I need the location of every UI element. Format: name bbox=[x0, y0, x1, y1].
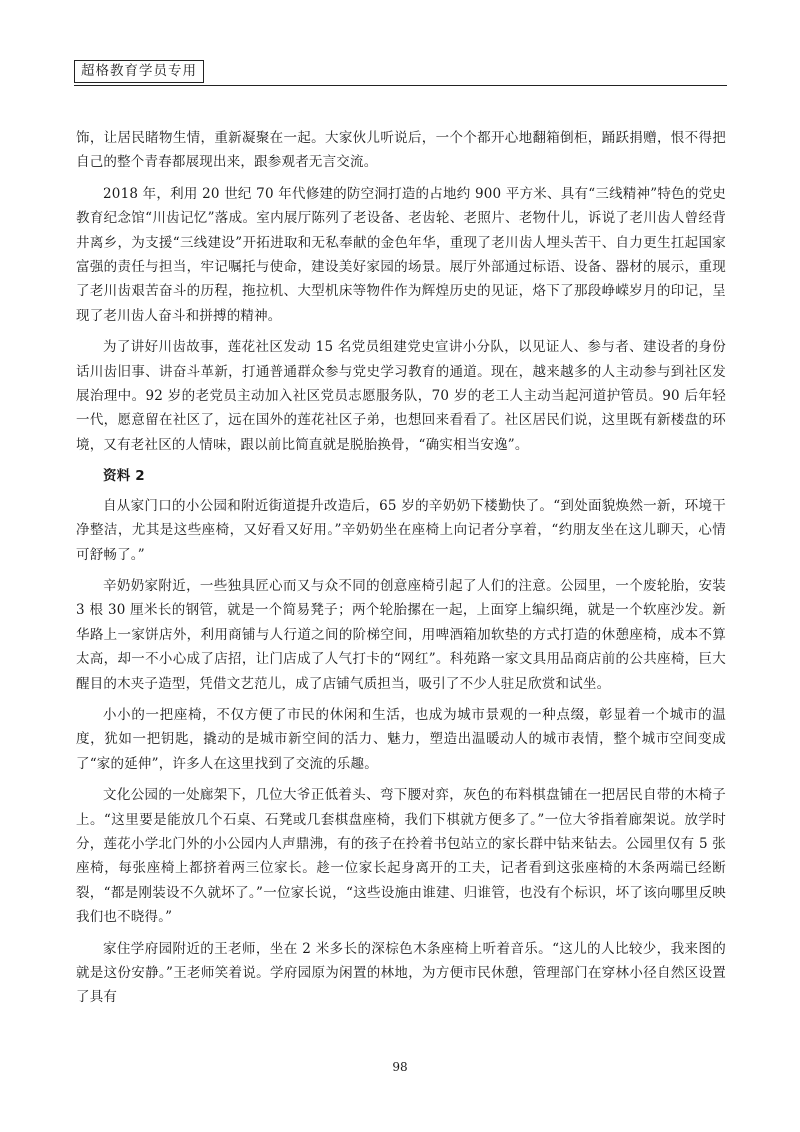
header-divider bbox=[74, 85, 727, 86]
paragraph: 饰，让居民睹物生情，重新凝聚在一起。大家伙儿听说后，一个个都开心地翻箱倒柜，踊跃捐赠，恨不得把自己的整个青春都展现出来，跟参观者无言交流。 bbox=[76, 130, 726, 171]
section-heading: 资料 2 bbox=[103, 468, 145, 485]
header-label: 超格教育学员专用 bbox=[74, 60, 204, 83]
body-text bbox=[76, 126, 726, 1017]
page-number: 98 bbox=[392, 1060, 408, 1074]
paragraph: 2018 年，利用 20 世纪 70 年代修建的防空洞打造的占地约 900 平方米、具有“三线精神”特色的党史教育纪念馆“川齿记忆”落成。室内展厅陈列了老设备、老齿轮、老照片、老物什儿，诉说了老川齿人曾经背井离乡，为支援“三线建设”开拓进取和无私奉献的金色年华，重现了老川齿人埋头苦干、自力更生扛起国家富强的责任与担当，牢记嘱托与使命，建设美好家园的场景。展厅外部通过标语、设备、器材的展示，重现了老川齿艰苦奋斗的历程，拖拉机、大型机床等物件作为辉煌历史的见证，烙下了那段峥嵘岁月的印记，呈现了老川齿人奋斗和拼搏的精神。 bbox=[76, 185, 726, 324]
paragraph: 小小的一把座椅，不仅方便了市民的休闲和生活，也成为城市景观的一种点缀，彰显着一个城市的温度，犹如一把钥匙，撬动的是城市新空间的活力、魅力，塑造出温暖动人的城市表情，整个城市空间变成了“家的延伸”，许多人在这里找到了交流的乐趣。 bbox=[76, 706, 726, 772]
paragraph: 家住学府园附近的王老师，坐在 2 米多长的深棕色木条座椅上听着音乐。“这儿的人比较少，我来图的就是这份安静。”王老师笑着说。学府园原为闲置的林地，为方便市民休憩，管理部门在穿林小径自然区设置了具有 bbox=[76, 940, 726, 1006]
paragraph: 辛奶奶家附近，一些独具匠心而又与众不同的创意座椅引起了人们的注意。公园里，一个废轮胎，安装 3 根 30 厘米长的钢管，就是一个简易凳子；两个轮胎摞在一起，上面穿上编织绳，就是一个软座沙发。新华路上一家饼店外，利用商铺与人行道之间的阶梯空间，用啤酒箱加软垫的方式打造的休憩座椅，成本不算太高，却一不小心成了店招，让门店成了人气打卡的“网红”。科苑路一家文具用品商店前的公共座椅，巨大醒目的木夹子造型，凭借文艺范儿，成了店铺气质担当，吸引了不少人驻足欣赏和试坐。 bbox=[76, 577, 726, 692]
paragraph: 文化公园的一处廊架下，几位大爷正低着头、弯下腰对弈，灰色的布料棋盘铺在一把居民自带的木椅子上。“这里要是能放几个石桌、石凳或几套棋盘座椅，我们下棋就方便多了。”一位大爷指着廊架说。放学时分，莲花小学北门外的小公园内人声鼎沸，有的孩子在拎着书包站立的家长群中钻来钻去。公园里仅有 5 张座椅，每张座椅上都挤着两三位家长。趁一位家长起身离开的工夫，记者看到这张座椅的木条两端已经断裂，“都是刚装设不久就坏了。”一位家长说，“这些设施由谁建、归谁管，也没有个标识，坏了该向哪里反映我们也不晓得。” bbox=[76, 787, 726, 926]
paragraph: 自从家门口的小公园和附近街道提升改造后，65 岁的辛奶奶下楼勤快了。“到处面貌焕然一新，环境干净整洁，尤其是这些座椅，又好看又好用。”辛奶奶坐在座椅上向记者分享着，“约朋友坐在这儿聊天，心情可舒畅了。” bbox=[76, 497, 726, 563]
paragraph: 为了讲好川齿故事，莲花社区发动 15 名党员组建党史宣讲小分队，以见证人、参与者、建设者的身份话川齿旧事、讲奋斗革新，打通普通群众参与党史学习教育的通道。现在，越来越多的人主动参与到社区发展治理中。92 岁的老党员主动加入社区党员志愿服务队，70 岁的老工人主动当起河道护管员。90 后年轻一代，愿意留在社区了，远在国外的莲花社区子弟，也想回来看看了。社区居民们说，这里既有新楼盘的环境，又有老社区的人情味，跟以前比简直就是脱胎换骨，“确实相当安逸”。 bbox=[76, 339, 726, 453]
